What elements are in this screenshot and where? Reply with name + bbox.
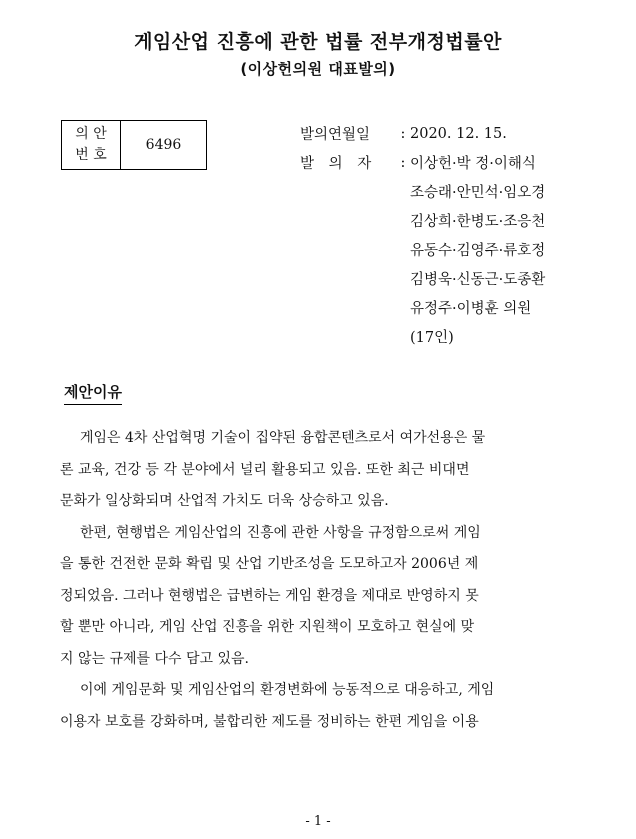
paragraph-line: 지 않는 규제를 다수 담고 있음. [60, 650, 249, 667]
proposer-line: 유동수·김영주·류호정 [410, 243, 546, 259]
proposal-date-value: 2020. 12. 15. [410, 125, 507, 142]
paragraph-line: 할 뿐만 아니라, 게임 산업 진흥을 위한 지원책이 모호하고 현실에 맞 [60, 619, 475, 635]
proposer-row [300, 206, 545, 235]
proposer-row [300, 293, 545, 322]
document-title: 게임산업 진흥에 관한 법률 전부개정법률안 [134, 31, 502, 53]
colon: : [400, 154, 406, 171]
paragraph-line: 한편, 현행법은 게임산업의 진흥에 관한 사항을 규정함으로써 게임 [80, 524, 481, 541]
bill-number-label-line2: 번 호 [75, 147, 107, 163]
bill-number-label-line1: 의 안 [75, 126, 107, 142]
proposer-line: 김병욱·신동근·도종환 [410, 272, 546, 288]
paragraph-line: 을 통한 건전한 문화 확립 및 산업 기반조성을 도모하고자 2006년 제 [60, 556, 479, 572]
proposal-date-label: 발의연월일 [300, 127, 371, 143]
proposer-label: 발 의 자 [300, 156, 372, 172]
document-subtitle: (이상헌의원 대표발의) [240, 60, 396, 78]
proposer-row [300, 235, 545, 264]
paragraph-line: 이에 게임문화 및 게임산업의 환경변화에 능동적으로 대응하고, 게임 [80, 682, 495, 698]
proposer-row [300, 148, 545, 177]
bill-meta [300, 119, 545, 351]
paragraph-line: 이용자 보호를 강화하며, 불합리한 제도를 정비하는 한편 게임을 이용 [60, 713, 479, 730]
proposal-date-row [300, 119, 545, 148]
bill-number-box [61, 120, 207, 170]
paragraph-line: 론 교육, 건강 등 각 분야에서 널리 활용되고 있음. 또한 최근 비대면 [60, 461, 470, 478]
proposer-line: 이상헌·박 정·이해식 [410, 156, 536, 172]
paragraph-line: 게임은 4차 산업혁명 기술이 집약된 융합콘텐츠로서 여가선용은 물 [80, 430, 486, 446]
proposer-line: 유정주·이병훈 의원 [410, 301, 532, 317]
page-number: - 1 - [305, 814, 331, 829]
colon: : [400, 125, 406, 142]
bill-number-value: 6496 [145, 137, 182, 153]
proposer-count: (17인) [410, 330, 454, 346]
proposer-count-row [300, 322, 545, 351]
reason-paragraphs [60, 423, 576, 738]
paragraph-line: 문화가 일상화되며 산업적 가치도 더욱 상승하고 있음. [60, 493, 389, 509]
proposer-row [300, 177, 545, 206]
proposer-row [300, 264, 545, 293]
proposer-line: 조승래·안민석·임오경 [410, 185, 546, 201]
proposer-line: 김상희·한병도·조응천 [410, 214, 546, 230]
section-title: 제안이유 [64, 381, 122, 405]
bill-number-label [62, 121, 121, 169]
paragraph-line: 정되었음. 그러나 현행법은 급변하는 게임 환경을 제대로 반영하지 못 [60, 587, 479, 604]
